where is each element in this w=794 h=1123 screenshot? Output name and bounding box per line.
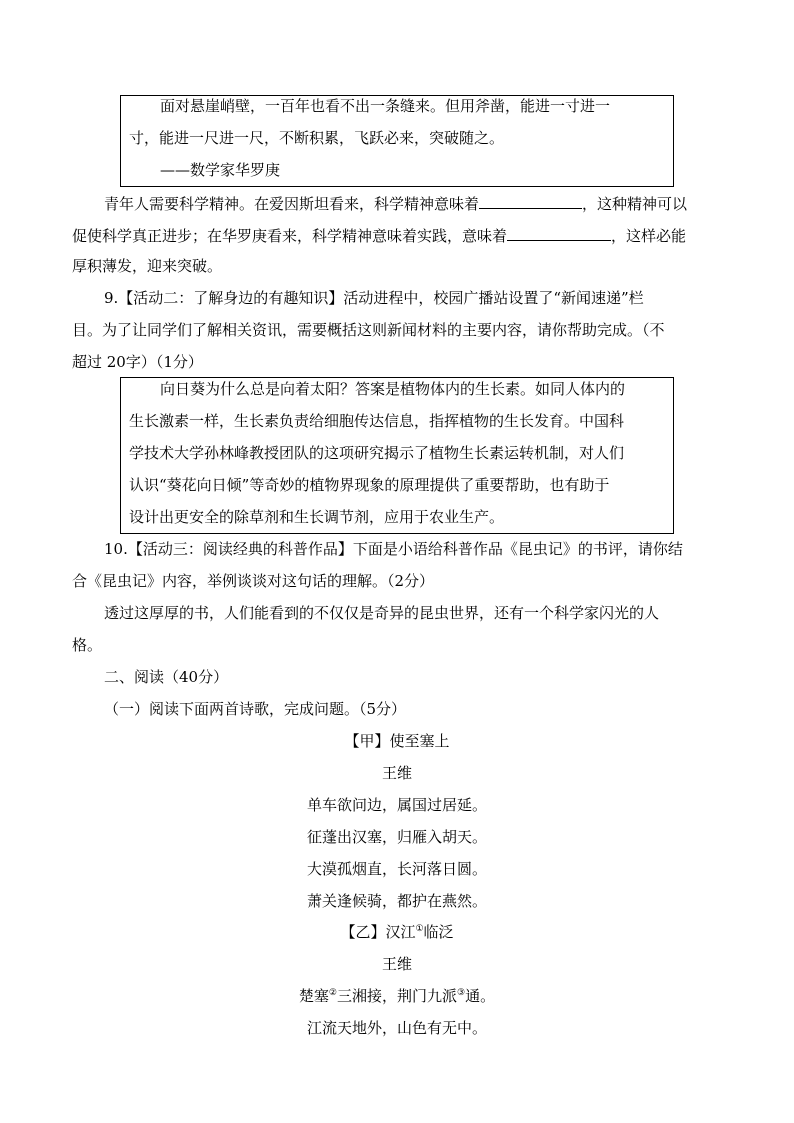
q8-line-1-a: 青年人需要科学精神。在爱因斯坦看来，科学精神意味着 bbox=[104, 195, 480, 213]
q8-line-2 bbox=[72, 224, 686, 246]
q10-line-2: 合《昆虫记》内容，举例谈谈对这句话的理解。（2分） bbox=[72, 572, 435, 590]
q8-line-1 bbox=[104, 192, 687, 214]
footnote-marker-1[interactable]: ① bbox=[415, 924, 424, 934]
poem-b-title bbox=[0, 922, 794, 942]
footnote-marker-2[interactable]: ② bbox=[328, 988, 337, 998]
q8-line-2-b: ，这样必能 bbox=[611, 227, 687, 245]
quote-line-2: 寸，能进一尺进一尺，不断积累，飞跃必来，突破随之。 bbox=[129, 129, 505, 147]
section-title: 二、阅读（40分） bbox=[104, 668, 229, 686]
q9-line-1: 9.【活动二：了解身边的有趣知识】活动进程中，校园广播站设置了“新闻速递”栏 bbox=[104, 289, 644, 307]
news-line-3: 学技术大学孙林峰教授团队的这项研究揭示了植物生长素运转机制，对人们 bbox=[129, 444, 625, 462]
poem-b-line-1-a: 楚塞 bbox=[298, 987, 329, 1005]
poem-a-line-3: 大漠孤烟直，长河落日圆。 bbox=[306, 860, 487, 878]
poem-a-line-2: 征蓬出汉塞，归雁入胡天。 bbox=[306, 828, 487, 846]
poem-b-title-pre: 【乙】汉江 bbox=[340, 923, 416, 941]
poem-b-title-post: 临泛 bbox=[423, 923, 454, 941]
poem-b-line-2: 江流天地外，山色有无中。 bbox=[306, 1019, 487, 1037]
q9-line-3: 超过 20字）（1分） bbox=[72, 353, 203, 371]
news-line-2: 生长激素一样，生长素负责给细胞传达信息，指挥植物的生长发育。中国科 bbox=[129, 412, 625, 430]
poem-a-author: 王维 bbox=[381, 764, 412, 782]
q9-line-2: 目。为了让同学们了解相关资讯，需要概括这则新闻材料的主要内容，请你帮助完成。（不 bbox=[72, 321, 665, 339]
poem-a-line-1: 单车欲问边，属国过居延。 bbox=[306, 796, 487, 814]
answer-blank-2[interactable] bbox=[507, 224, 611, 241]
poem-a-title: 【甲】使至塞上 bbox=[344, 732, 450, 750]
q8-line-1-b: ，这种精神可以 bbox=[582, 195, 688, 213]
news-line-1: 向日葵为什么总是向着太阳？答案是植物体内的生长素。如同人体内的 bbox=[160, 380, 626, 398]
poem-a-line-4: 萧关逢候骑，都护在燕然。 bbox=[306, 892, 487, 910]
q8-line-2-a: 促使科学真正进步；在华罗庚看来，科学精神意味着实践，意味着 bbox=[72, 227, 508, 245]
q8-line-3: 厚积薄发，迎来突破。 bbox=[72, 257, 223, 275]
news-line-4: 认识“葵花向日倾”等奇妙的植物界现象的原理提供了重要帮助，也有助于 bbox=[129, 476, 610, 494]
poem-b-author: 王维 bbox=[381, 955, 412, 973]
quote-line-1: 面对悬崖峭壁，一百年也看不出一条缝来。但用斧凿，能进一寸进一 bbox=[160, 97, 611, 115]
answer-blank-1[interactable] bbox=[479, 192, 582, 209]
poem-b-line-1-c: 通。 bbox=[465, 987, 496, 1005]
q10-quote-2: 格。 bbox=[72, 636, 103, 654]
quote-attribution: ——数学家华罗庚 bbox=[160, 161, 281, 179]
poem-b-line-1 bbox=[0, 986, 794, 1006]
poem-b-line-1-b: 三湘接，荆门九派 bbox=[336, 987, 457, 1005]
q10-line-1: 10.【活动三：阅读经典的科普作品】下面是小语给科普作品《昆虫记》的书评，请你结 bbox=[104, 540, 683, 558]
section-subtitle: （一）阅读下面两首诗歌，完成问题。（5分） bbox=[104, 700, 407, 718]
news-line-5: 设计出更安全的除草剂和生长调节剂，应用于农业生产。 bbox=[129, 508, 505, 526]
footnote-marker-3[interactable]: ③ bbox=[457, 988, 466, 998]
q10-quote-1: 透过这厚厚的书，人们能看到的不仅仅是奇异的昆虫世界，还有一个科学家闪光的人 bbox=[104, 604, 660, 622]
